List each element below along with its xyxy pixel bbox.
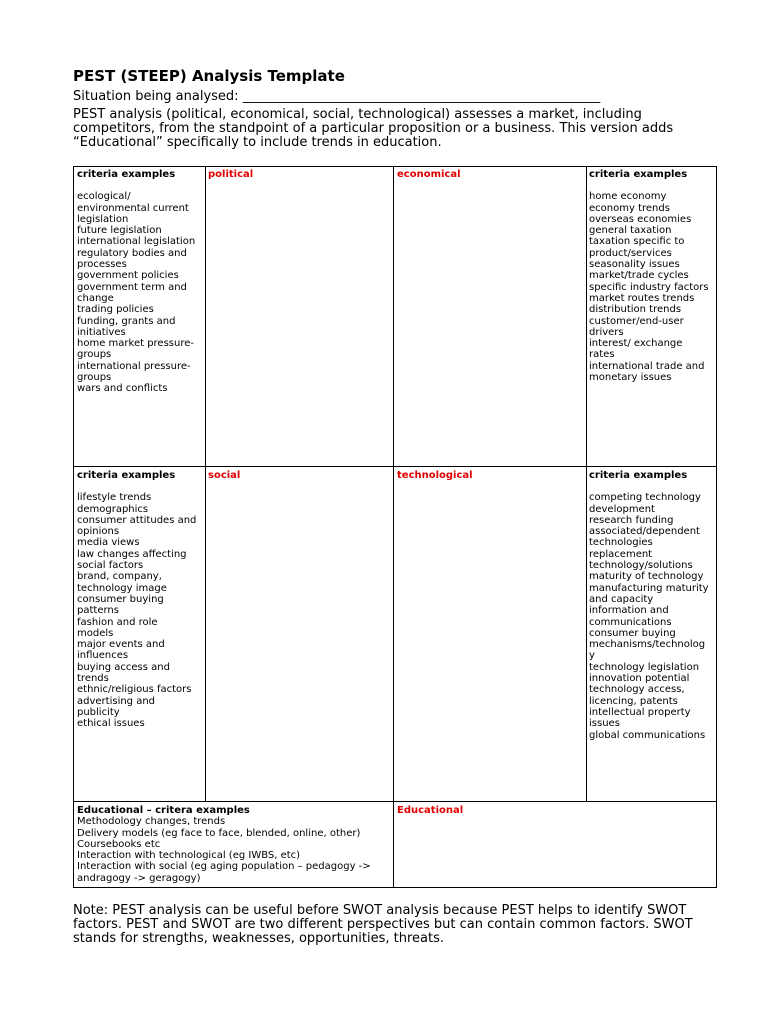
criteria-item: mechanisms/technolog bbox=[589, 639, 706, 651]
criteria-item: technology access, bbox=[589, 684, 685, 696]
note-line: factors. PEST and SWOT are two different perspectives but can contain common factors. SWOT bbox=[73, 917, 693, 932]
criteria-item: international pressure- bbox=[77, 360, 191, 372]
criteria-item: models bbox=[77, 627, 114, 639]
criteria-item: distribution trends bbox=[589, 304, 682, 316]
criteria-item: product/services bbox=[589, 247, 672, 259]
pest-table bbox=[73, 166, 717, 888]
table-divider bbox=[205, 167, 206, 801]
criteria-item: international trade and bbox=[589, 360, 705, 372]
criteria-item: Delivery models (eg face to face, blended, online, other) bbox=[77, 827, 361, 839]
criteria-item: general taxation bbox=[589, 225, 672, 237]
criteria-item: change bbox=[77, 292, 114, 304]
criteria-item: influences bbox=[77, 650, 129, 662]
criteria-item: ethnic/religious factors bbox=[77, 684, 192, 696]
intro-line: “Educational” specifically to include trends in education. bbox=[73, 135, 442, 150]
criteria-item: opinions bbox=[77, 526, 120, 538]
criteria-item: communications bbox=[589, 616, 672, 628]
criteria-item: Methodology changes, trends bbox=[77, 816, 226, 828]
criteria-item: manufacturing maturity bbox=[589, 582, 709, 594]
criteria-item: legislation bbox=[77, 213, 129, 225]
intro-line: PEST analysis (political, economical, social, technological) assesses a market, including bbox=[73, 107, 642, 122]
criteria-item: groups bbox=[77, 349, 112, 361]
criteria-item: ecological/ bbox=[77, 191, 131, 203]
criteria-item: replacement bbox=[589, 548, 653, 560]
criteria-item: Interaction with technological (eg IWBS, etc) bbox=[77, 850, 301, 862]
technological-heading: technological bbox=[397, 470, 473, 481]
criteria-item: government policies bbox=[77, 270, 179, 282]
criteria-item: technology/solutions bbox=[589, 560, 693, 572]
criteria-item: trends bbox=[77, 673, 109, 685]
criteria-item: market routes trends bbox=[589, 292, 695, 304]
criteria-heading: criteria examples bbox=[77, 470, 176, 481]
criteria-heading: criteria examples bbox=[77, 169, 176, 180]
criteria-item: and capacity bbox=[589, 593, 654, 605]
economical-criteria-cell bbox=[589, 169, 715, 383]
criteria-item: home economy bbox=[589, 191, 667, 203]
criteria-item: interest/ exchange bbox=[589, 338, 683, 350]
economical-criteria-list bbox=[589, 191, 715, 383]
criteria-item: brand, company, bbox=[77, 571, 162, 583]
educational-criteria-cell bbox=[77, 805, 391, 884]
criteria-item: social factors bbox=[77, 560, 144, 572]
criteria-item: associated/dependent bbox=[589, 526, 700, 538]
criteria-item: competing technology bbox=[589, 492, 701, 504]
criteria-item: taxation specific to bbox=[589, 236, 685, 248]
criteria-item: international legislation bbox=[77, 236, 196, 248]
criteria-item: issues bbox=[589, 718, 620, 730]
criteria-item: funding, grants and bbox=[77, 315, 176, 327]
criteria-item: regulatory bodies and bbox=[77, 247, 187, 259]
footer-note bbox=[73, 904, 723, 946]
criteria-item: advertising and bbox=[77, 695, 156, 707]
political-criteria-list bbox=[77, 191, 203, 394]
educational-criteria-list bbox=[77, 816, 391, 884]
criteria-item: ethical issues bbox=[77, 718, 145, 730]
social-heading: social bbox=[208, 470, 241, 481]
criteria-item: consumer buying bbox=[77, 593, 164, 605]
table-divider bbox=[586, 167, 587, 801]
political-criteria-cell bbox=[77, 169, 203, 395]
intro-line: competitors, from the standpoint of a particular proposition or a business. This version adds bbox=[73, 121, 674, 136]
criteria-item: seasonality issues bbox=[589, 259, 680, 271]
criteria-item: development bbox=[589, 503, 655, 515]
criteria-item: consumer buying bbox=[589, 627, 676, 639]
table-divider bbox=[393, 167, 394, 887]
criteria-item: major events and bbox=[77, 639, 165, 651]
criteria-item: rates bbox=[589, 349, 615, 361]
criteria-item: initiatives bbox=[77, 326, 126, 338]
criteria-item: law changes affecting bbox=[77, 548, 187, 560]
criteria-item: lifestyle trends bbox=[77, 492, 152, 504]
situation-field[interactable]: Situation being analysed: _______________________________________________________ bbox=[73, 89, 601, 104]
technological-criteria-list bbox=[589, 492, 715, 741]
intro-paragraph bbox=[73, 108, 713, 150]
criteria-item: patterns bbox=[77, 605, 119, 617]
technological-criteria-cell bbox=[589, 470, 715, 741]
criteria-item: intellectual property bbox=[589, 706, 691, 718]
criteria-item: publicity bbox=[77, 706, 120, 718]
criteria-item: demographics bbox=[77, 503, 149, 515]
criteria-item: economy trends bbox=[589, 202, 670, 214]
document-title: PEST (STEEP) Analysis Template bbox=[73, 67, 345, 85]
criteria-item: technologies bbox=[589, 537, 653, 549]
criteria-item: fashion and role bbox=[77, 616, 158, 628]
criteria-item: specific industry factors bbox=[589, 281, 709, 293]
note-line: stands for strengths, weaknesses, opportunities, threats. bbox=[73, 931, 445, 946]
criteria-item: Coursebooks etc bbox=[77, 838, 161, 850]
economical-heading: economical bbox=[397, 169, 461, 180]
educational-heading: Educational bbox=[397, 805, 464, 816]
criteria-item: consumer attitudes and bbox=[77, 514, 197, 526]
criteria-item: processes bbox=[77, 259, 127, 271]
criteria-item: technology image bbox=[77, 582, 167, 594]
criteria-item: global communications bbox=[589, 729, 706, 741]
criteria-item: licencing, patents bbox=[589, 695, 678, 707]
criteria-item: andragogy -> geragogy) bbox=[77, 872, 201, 884]
criteria-item: Interaction with social (eg aging population – pedagogy -> bbox=[77, 861, 371, 873]
criteria-item: groups bbox=[77, 372, 112, 384]
criteria-item: media views bbox=[77, 537, 140, 549]
criteria-item: y bbox=[589, 650, 595, 662]
criteria-item: technology legislation bbox=[589, 661, 700, 673]
criteria-item: wars and conflicts bbox=[77, 383, 168, 395]
criteria-item: market/trade cycles bbox=[589, 270, 689, 282]
criteria-item: overseas economies bbox=[589, 213, 692, 225]
political-heading: political bbox=[208, 169, 254, 180]
criteria-item: maturity of technology bbox=[589, 571, 704, 583]
criteria-heading: criteria examples bbox=[589, 470, 688, 481]
criteria-item: information and bbox=[589, 605, 669, 617]
criteria-item: government term and bbox=[77, 281, 187, 293]
note-line: Note: PEST analysis can be useful before SWOT analysis because PEST helps to identify SWOT bbox=[73, 903, 687, 918]
criteria-item: buying access and bbox=[77, 661, 170, 673]
educational-criteria-heading: Educational – critera examples bbox=[77, 805, 250, 816]
social-criteria-list bbox=[77, 492, 203, 729]
criteria-item: trading policies bbox=[77, 304, 154, 316]
table-divider bbox=[74, 801, 716, 802]
criteria-item: innovation potential bbox=[589, 673, 690, 685]
criteria-item: drivers bbox=[589, 326, 624, 338]
table-divider bbox=[74, 466, 716, 467]
criteria-item: monetary issues bbox=[589, 372, 672, 384]
criteria-heading: criteria examples bbox=[589, 169, 688, 180]
criteria-item: research funding bbox=[589, 514, 674, 526]
criteria-item: home market pressure- bbox=[77, 338, 194, 350]
criteria-item: customer/end-user bbox=[589, 315, 684, 327]
social-criteria-cell bbox=[77, 470, 203, 730]
criteria-item: future legislation bbox=[77, 225, 162, 237]
criteria-item: environmental current bbox=[77, 202, 189, 214]
